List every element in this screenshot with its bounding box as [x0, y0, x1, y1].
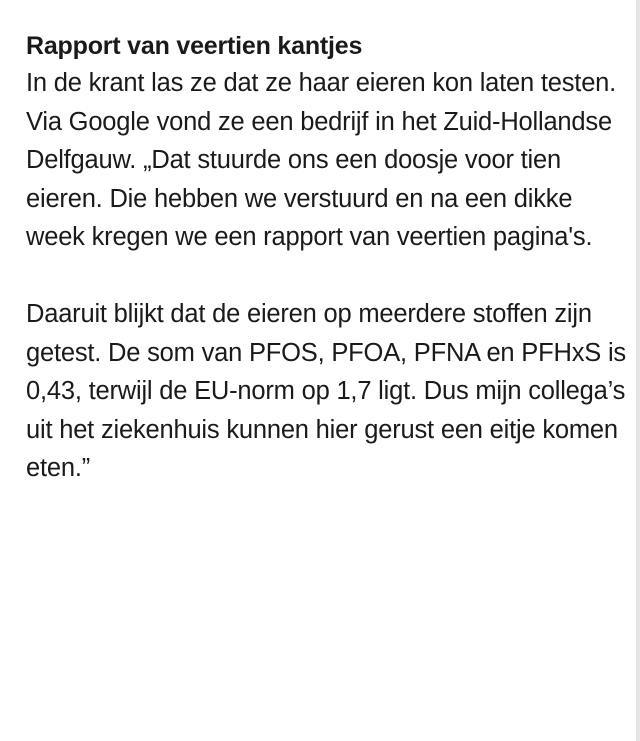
section-heading: Rapport van veertien kantjes: [26, 32, 363, 60]
article-body: [26, 28, 626, 488]
article-paragraph: In de krant las ze dat ze haar eieren kon laten testen. Via Google vond ze een bedrijf in het Zuid-Hollandse Delfgauw. „Dat stuurde ons een doosje voor tien eieren. Die hebben we verstuurd en na een dikke week kregen we een rapport van veertien pagina's.: [26, 69, 617, 252]
article-paragraph: Daaruit blijkt dat de eieren op meerdere stoffen zijn getest. De som van PFOS, PFOA, PFNA en PFHxS is 0,43, terwijl de EU-norm op 1,7 ligt. Dus mijn collega’s uit het ziekenhuis kunnen hier gerust een eitje komen eten.”: [26, 299, 626, 483]
page-edge-divider: [636, 0, 640, 741]
